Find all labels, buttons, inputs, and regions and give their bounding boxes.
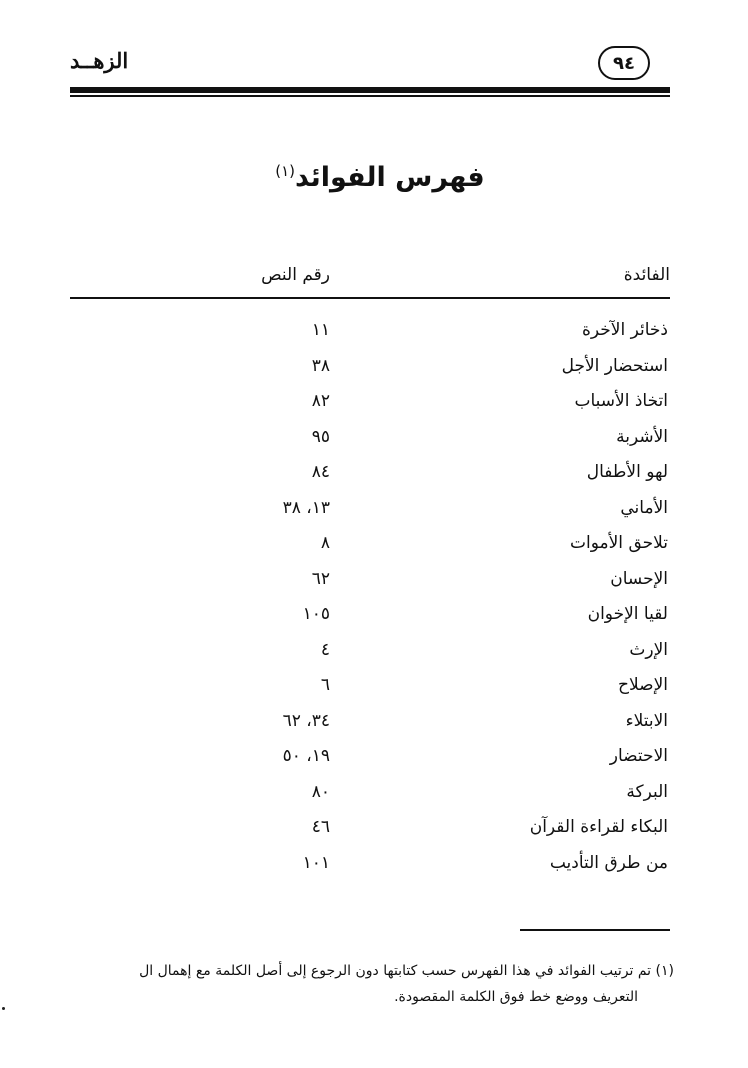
- index-row: [70, 494, 670, 530]
- footnote-text-line-1: تم ترتيب الفوائد في هذا الفهرس حسب كتابتها دون الرجوع إلى أصل الكلمة مع إهمال ال: [139, 963, 652, 979]
- index-row: [70, 742, 670, 778]
- header-rule-thin: [70, 95, 670, 97]
- row-benefit: ذخائر الآخرة: [582, 320, 668, 340]
- row-text-number: ٨٠: [311, 781, 330, 802]
- row-text-number: ١٠١: [302, 852, 330, 873]
- footnote-text-line-2: التعريف ووضع خط فوق الكلمة المقصودة.: [394, 989, 638, 1005]
- index-row: [70, 423, 670, 459]
- row-benefit: البركة: [626, 781, 668, 802]
- row-benefit: الأشربة: [616, 426, 668, 447]
- row-text-number: ٣٨: [311, 355, 330, 376]
- row-text-number: ٩٥: [311, 426, 330, 447]
- row-benefit: الاحتضار: [609, 746, 668, 766]
- index-list: [70, 316, 670, 884]
- column-header-benefit: الفائدة: [623, 265, 670, 285]
- row-text-number: ١١: [311, 320, 330, 340]
- index-row: [70, 458, 670, 494]
- row-text-number: ٤: [320, 639, 330, 660]
- row-benefit: الإرث: [629, 639, 668, 660]
- index-row: [70, 813, 670, 849]
- column-header-text-number: رقم النص: [261, 265, 330, 285]
- row-benefit: لقيا الإخوان: [587, 604, 668, 624]
- row-text-number: ٨: [320, 533, 330, 553]
- footnote-line-1: [60, 958, 674, 984]
- row-benefit: استحضار الأجل: [561, 355, 668, 376]
- row-benefit: من طرق التأديب: [549, 852, 668, 873]
- row-text-number: ١٠٥: [302, 604, 330, 624]
- row-benefit: الابتلاء: [625, 710, 668, 731]
- index-row: [70, 387, 670, 423]
- row-text-number: ١٣، ٣٨: [282, 497, 330, 518]
- row-text-number: ٦: [320, 675, 330, 695]
- footnote: [60, 958, 674, 1010]
- index-row: [70, 600, 670, 636]
- index-row: [70, 529, 670, 565]
- page-number-badge: [598, 46, 650, 80]
- title-footnote-marker: (١): [275, 162, 296, 180]
- page-title: [250, 162, 510, 193]
- row-benefit: لهو الأطفال: [586, 462, 668, 482]
- row-text-number: ١٩، ٥٠: [282, 746, 330, 766]
- index-row: [70, 707, 670, 743]
- table-header-rule: [70, 297, 670, 299]
- row-text-number: ٨٢: [311, 391, 330, 411]
- header-rule-thick: [70, 87, 670, 93]
- index-row: [70, 778, 670, 814]
- row-text-number: ٤٦: [311, 817, 330, 837]
- row-benefit: الأماني: [620, 497, 668, 518]
- index-row: [70, 565, 670, 601]
- index-row: [70, 671, 670, 707]
- row-text-number: ٦٢: [311, 568, 330, 589]
- row-benefit: البكاء لقراءة القرآن: [529, 817, 668, 837]
- row-benefit: الإصلاح: [618, 675, 668, 695]
- index-row: [70, 352, 670, 388]
- footnote-marker: (١): [655, 963, 674, 979]
- row-text-number: ٣٤، ٦٢: [282, 710, 330, 731]
- row-benefit: الإحسان: [610, 568, 668, 589]
- index-row: [70, 849, 670, 885]
- page-title-text: فهرس الفوائد: [295, 162, 485, 193]
- index-row: [70, 316, 670, 352]
- running-title: الزهــد: [70, 48, 129, 73]
- page-number: ٩٤: [613, 52, 635, 74]
- index-row: [70, 636, 670, 672]
- footnote-rule: [520, 929, 670, 931]
- row-benefit: تلاحق الأموات: [570, 533, 668, 553]
- row-benefit: اتخاذ الأسباب: [574, 391, 668, 411]
- row-text-number: ٨٤: [311, 462, 330, 482]
- scan-dot: [2, 1007, 5, 1010]
